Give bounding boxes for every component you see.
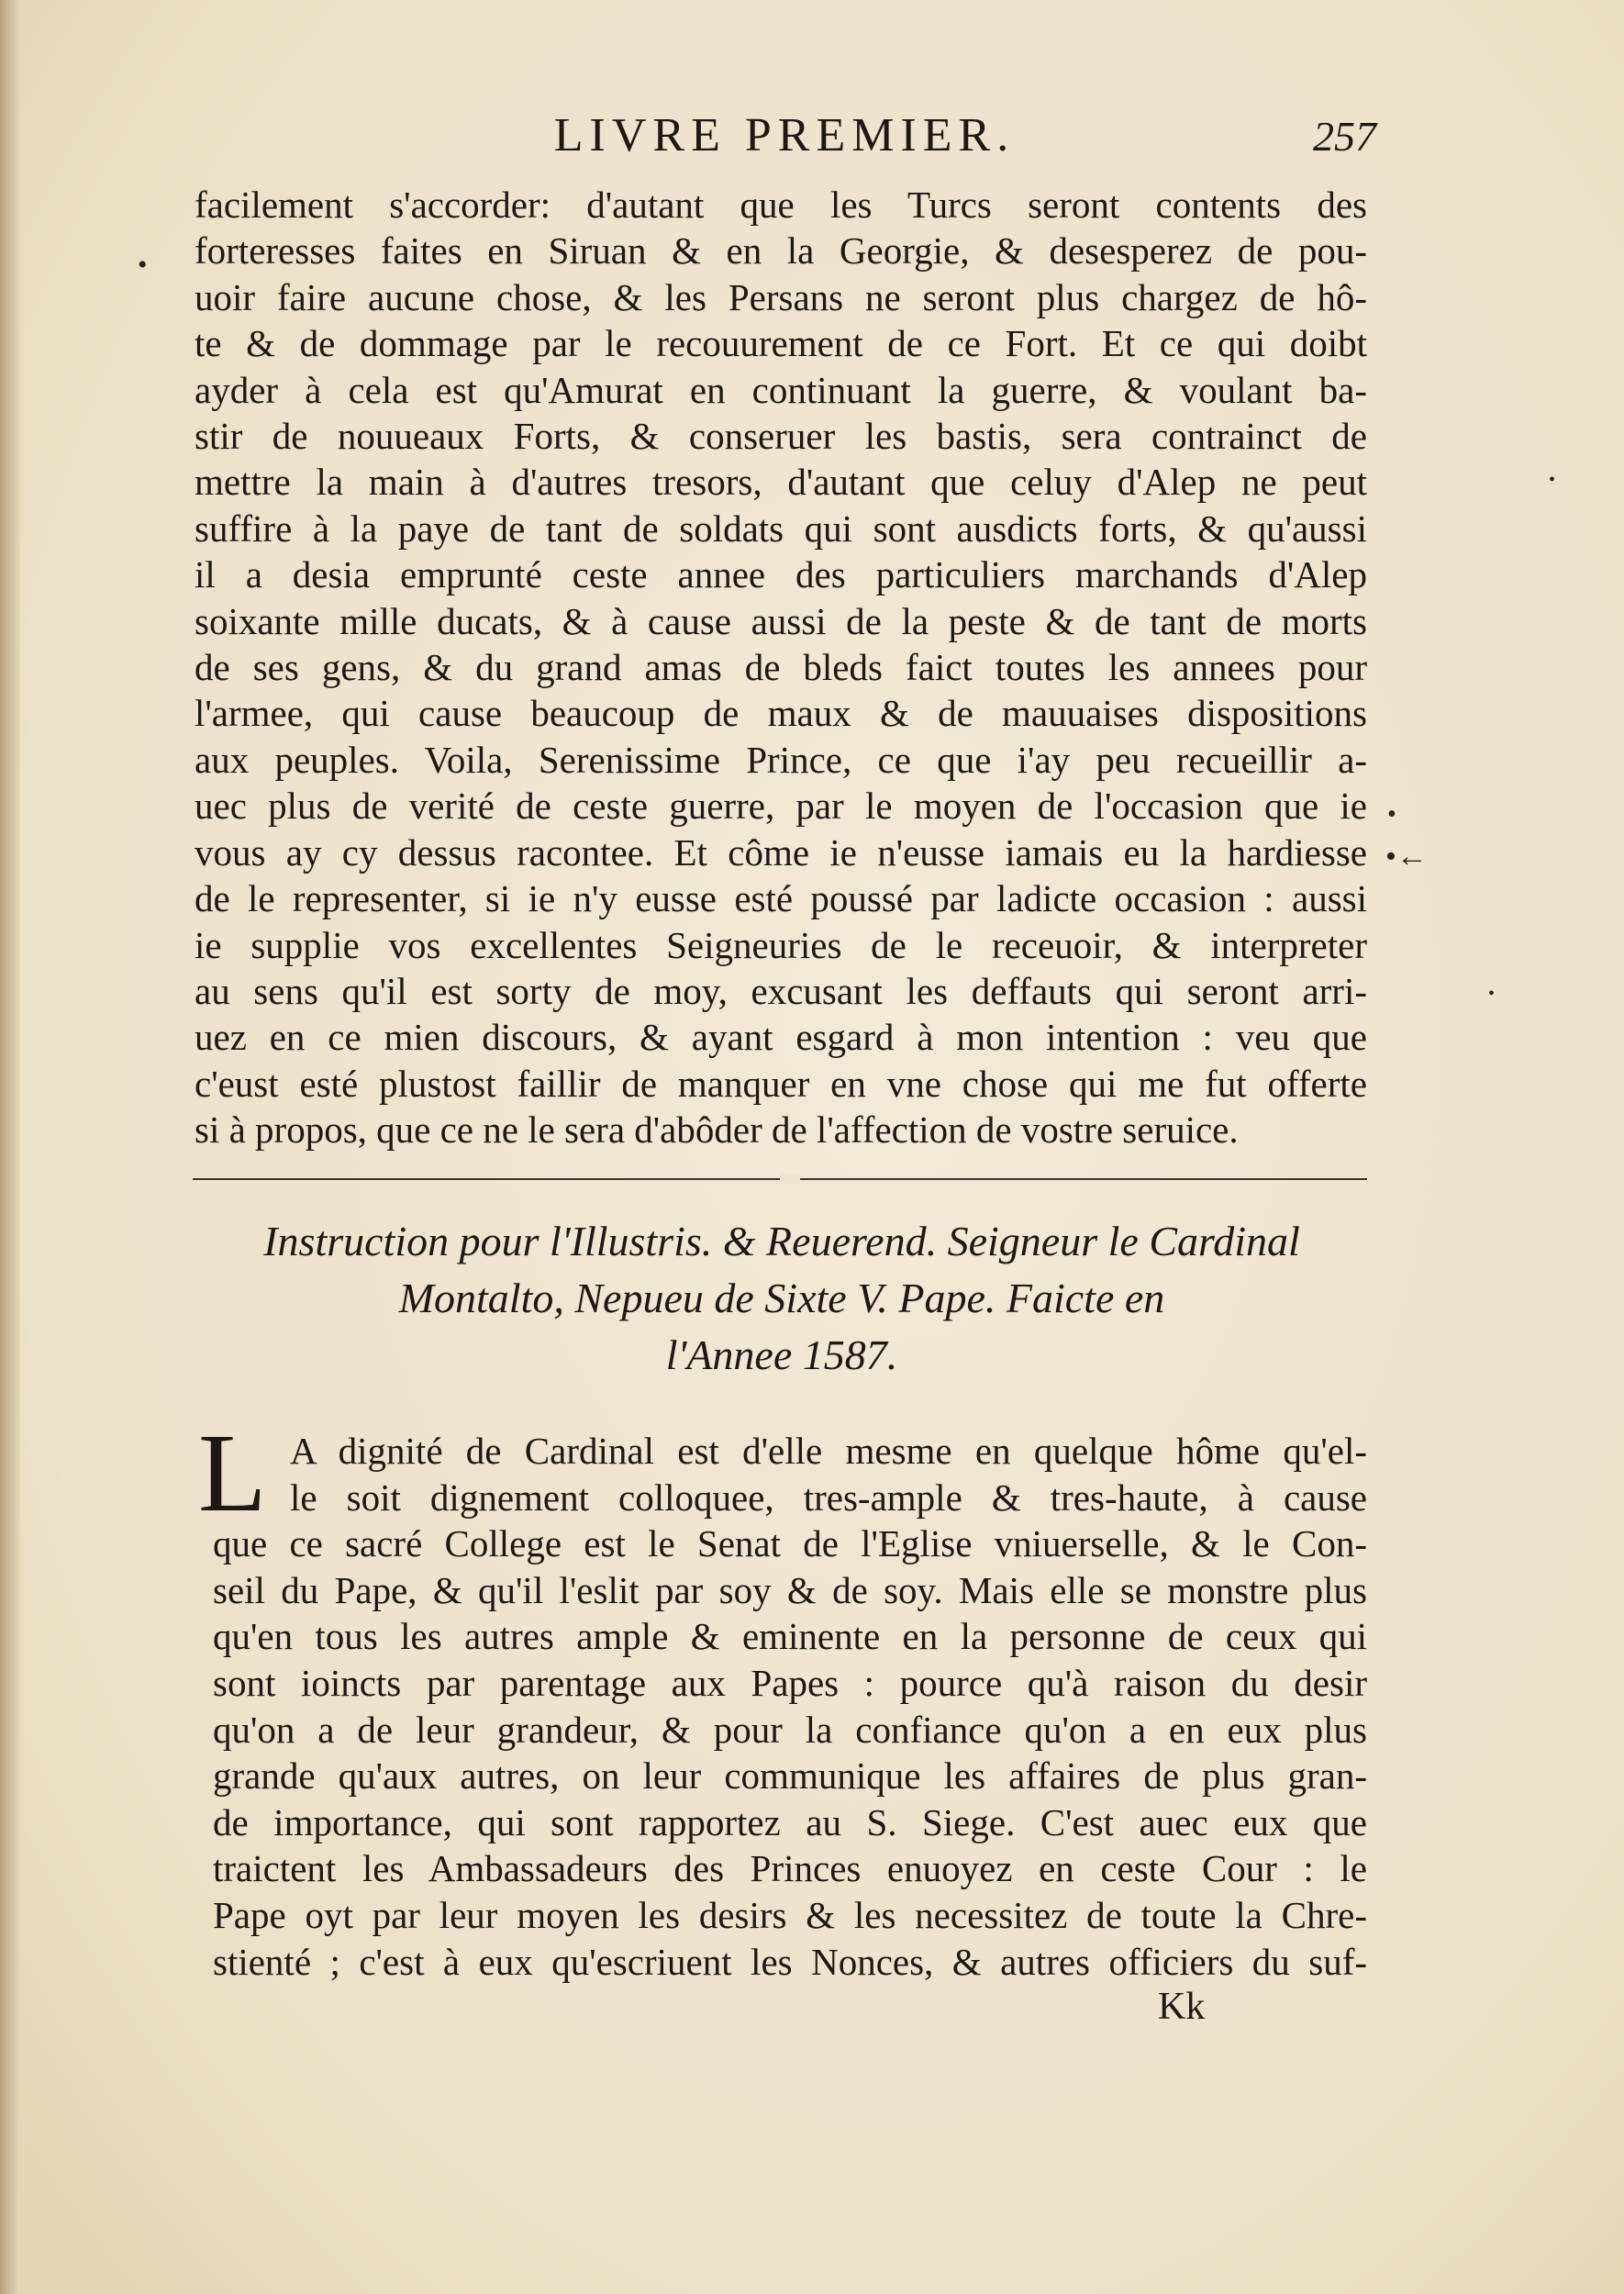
text-line: mettre la main à d'autres tresors, d'autant que celuy d'Alep ne peut bbox=[195, 461, 1367, 504]
heading-line: l'Annee 1587. bbox=[665, 1331, 898, 1378]
text-line: uez en ce mien discours, & ayant esgard à mon intention : veu que bbox=[195, 1016, 1367, 1059]
text-line: c'eust esté plustost faillir de manquer en vne chose qui me fut offerte bbox=[195, 1062, 1367, 1105]
text-line: A dignité de Cardinal est d'elle mesme en quelque hôme qu'el- bbox=[290, 1430, 1367, 1472]
text-line: sont ioincts par parentage aux Papes : pource qu'à raison du desir bbox=[213, 1661, 1367, 1704]
text-line: te & de dommage par le recouurement de ce Fort. Et ce qui doibt bbox=[195, 322, 1367, 365]
text-line: Pape oyt par leur moyen les desirs & les necessitez de toute la Chre- bbox=[213, 1893, 1367, 1936]
text-line: suffire à la paye de tant de soldats qui sont ausdicts forts, & qu'aussi bbox=[195, 507, 1367, 550]
running-title: LIVRE PREMIER. bbox=[553, 109, 1016, 161]
text-line: de le representer, si ie n'y eusse esté poussé par ladicte occasion : aussi bbox=[195, 877, 1367, 920]
body-paragraph bbox=[195, 182, 1367, 1153]
text-line: aux peuples. Voila, Serenissime Prince, ce que i'ay peu recueillir a- bbox=[195, 738, 1367, 781]
text-line: ayder à cela est qu'Amurat en continuant la guerre, & voulant ba- bbox=[195, 368, 1367, 411]
text-line: ie supplie vos excellentes Seigneuries de le receuoir, & interpreter bbox=[195, 923, 1367, 966]
text-line: que ce sacré College est le Senat de l'Eglise vniuerselle, & le Con- bbox=[213, 1522, 1367, 1565]
text-line: seil du Pape, & qu'il l'eslit par soy & de soy. Mais elle se monstre plus bbox=[213, 1568, 1367, 1611]
text-line: qu'en tous les autres ample & eminente en la personne de ceux qui bbox=[213, 1615, 1367, 1658]
text-line: qu'on a de leur grandeur, & pour la confiance qu'on a en eux plus bbox=[213, 1708, 1367, 1751]
text-line: grande qu'aux autres, on leur communique les affaires de plus gran- bbox=[213, 1754, 1367, 1798]
heading-line: Montalto, Nepueu de Sixte V. Pape. Faicte en bbox=[398, 1275, 1165, 1321]
text-line: vous ay cy dessus racontee. Et côme ie n'eusse iamais eu la hardiesse bbox=[195, 830, 1367, 874]
section-heading bbox=[195, 1213, 1369, 1384]
text-line: uoir faire aucune chose, & les Persans ne seront plus chargez de hô- bbox=[195, 275, 1367, 318]
text-line: stir de nouueaux Forts, & conseruer les bastis, sera contrainct de bbox=[195, 415, 1367, 458]
text-line: si à propos, que ce ne le sera d'abôder de l'affection de vostre seruice. bbox=[195, 1108, 1239, 1152]
page-number: 257 bbox=[1313, 113, 1376, 160]
section-divider-gap bbox=[780, 1174, 800, 1185]
text-line: uec plus de verité de ceste guerre, par le moyen de l'occasion que ie bbox=[195, 785, 1367, 828]
margin-arrow-icon: •← bbox=[1385, 840, 1428, 874]
text-line: traictent les Ambassadeurs des Princes enuoyez en ceste Cour : le bbox=[213, 1847, 1367, 1890]
margin-dot-icon: • bbox=[1549, 470, 1556, 490]
margin-dot-icon: • bbox=[138, 250, 148, 280]
page-gutter-edge bbox=[0, 0, 20, 2294]
text-line: le soit dignement colloquee, tres-ample & tres-haute, à cause bbox=[290, 1476, 1367, 1519]
section-paragraph bbox=[213, 1428, 1367, 1985]
drop-cap: L bbox=[198, 1411, 267, 1535]
heading-line: Instruction pour l'Illustris. & Reuerend. Seigneur le Cardinal bbox=[263, 1218, 1300, 1264]
margin-dot-icon: • bbox=[1488, 984, 1496, 1004]
text-line: stienté ; c'est à eux qu'escriuent les Nonces, & autres officiers du suf- bbox=[213, 1940, 1367, 1983]
text-line: de ses gens, & du grand amas de bleds faict toutes les annees pour bbox=[195, 646, 1367, 689]
text-line: il a desia emprunté ceste annee des particuliers marchands d'Alep bbox=[195, 553, 1367, 596]
margin-dot-icon: • bbox=[1387, 800, 1396, 829]
catchword: Kk bbox=[1158, 1986, 1206, 2028]
text-line: forteresses faites en Siruan & en la Georgie, & desesperez de pou- bbox=[195, 229, 1367, 273]
text-line: l'armee, qui cause beaucoup de maux & de mauuaises dispositions bbox=[195, 692, 1367, 735]
text-line: soixante mille ducats, & à cause aussi de la peste & de tant de morts bbox=[195, 599, 1367, 642]
page-header bbox=[193, 108, 1376, 173]
text-line: facilement s'accorder: d'autant que les Turcs seront contents des bbox=[195, 184, 1367, 226]
text-line: au sens qu'il est sorty de moy, excusant les deffauts qui seront arri- bbox=[195, 969, 1367, 1012]
text-line: de importance, qui sont rapportez au S. Siege. C'est auec eux que bbox=[213, 1800, 1367, 1843]
